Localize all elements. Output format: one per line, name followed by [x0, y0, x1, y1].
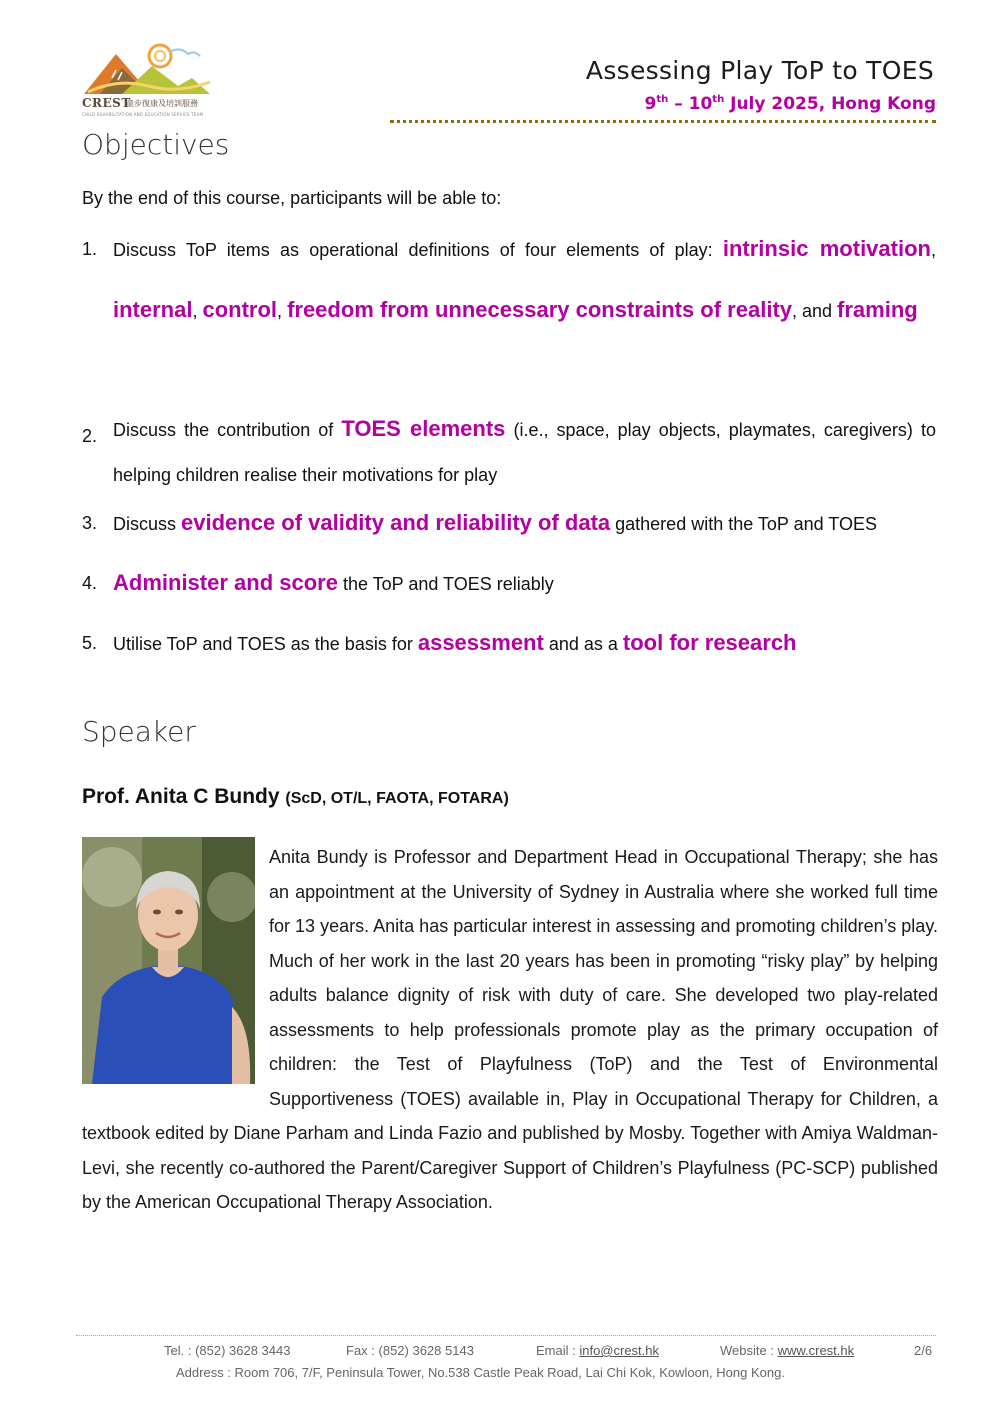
list-number: 5.: [82, 633, 98, 653]
course-title: Assessing Play ToP to TOES: [585, 56, 934, 85]
footer-address: Address : Room 706, 7/F, Peninsula Tower, No.538 Castle Peak Road, Lai Chi Kok, Kowloon, Hong Kong.: [176, 1365, 785, 1380]
footer-website: Website : www.crest.hk: [720, 1343, 855, 1358]
logo-tagline: CHILD REHABILITATION AND EDUCATION SERVICE TEAM: [82, 112, 204, 117]
objective-item-1: 1. Discuss ToP items as operational definitions of four elements of play: intrinsic motivation, internal, control, freedom from unnecessary constraints of reality, and framing: [82, 219, 936, 341]
email-link[interactable]: info@crest.hk: [579, 1343, 660, 1358]
footer-tel: Tel. : (852) 3628 3443: [164, 1343, 291, 1358]
crest-logo: [82, 42, 214, 118]
objective-item-5: 5. Utilise ToP and TOES as the basis for assessment and as a tool for research: [82, 613, 936, 674]
course-date: 9th – 10th July 2025, Hong Kong: [644, 94, 936, 114]
speaker-bio: Anita Bundy is Professor and Department Head in Occupational Therapy; she has an appointment at the University of Sydney in Australia where she worked full time for 13 years. Anita has particular interest in assessing and promoting children’s play. Much of her work in the last 20 years has been in promoting “risky play” by helping adults balance dignity of risk with duty of care. She developed two play-related assessments to help professionals promote play as the primary occupation of children: the Test of Playfulness (ToP) and the Test of Environmental Supportiveness (TOES) available in, Play in Occupational Therapy for Children, a textbook edited by Diane Parham and Linda Fazio and published by Mosby. Together with Amiya Waldman-Levi, she recently co-authored the Parent/Caregiver Support of Children’s Playfulness (PC-SCP) published by the American Occupational Therapy Association.: [82, 847, 938, 1212]
list-number: 3.: [82, 513, 98, 533]
list-number: 1.: [82, 239, 98, 259]
page-number: 2/6: [914, 1343, 933, 1358]
objective-item-3: 3. Discuss evidence of validity and reliability of data gathered with the ToP and TOES: [82, 493, 936, 554]
logo-text: CREST: [82, 96, 131, 110]
speaker-name: Prof. Anita C Bundy (ScD, OT/L, FAOTA, FOTARA): [82, 785, 509, 808]
objectives-heading: Objectives: [82, 128, 230, 161]
website-link[interactable]: www.crest.hk: [777, 1343, 855, 1358]
footer-divider: [76, 1335, 936, 1336]
speaker-credentials: (ScD, OT/L, FAOTA, FOTARA): [285, 790, 509, 807]
header-divider: [390, 120, 936, 123]
footer-email: Email : info@crest.hk: [536, 1343, 660, 1358]
objective-item-4: 4. Administer and score the ToP and TOES reliably: [82, 553, 936, 614]
footer-fax: Fax : (852) 3628 5143: [346, 1343, 474, 1358]
list-number: 4.: [82, 573, 98, 593]
list-number: 2.: [82, 426, 98, 446]
objectives-intro: By the end of this course, participants will be able to:: [82, 188, 502, 208]
logo-chinese-name: 童步復康及培訓服務: [126, 99, 198, 108]
objective-item-2: 2. Discuss the contribution of TOES elements (i.e., space, play objects, playmates, caregivers) to helping children realise their motivations for play: [82, 406, 936, 498]
speaker-heading: Speaker: [82, 715, 196, 748]
